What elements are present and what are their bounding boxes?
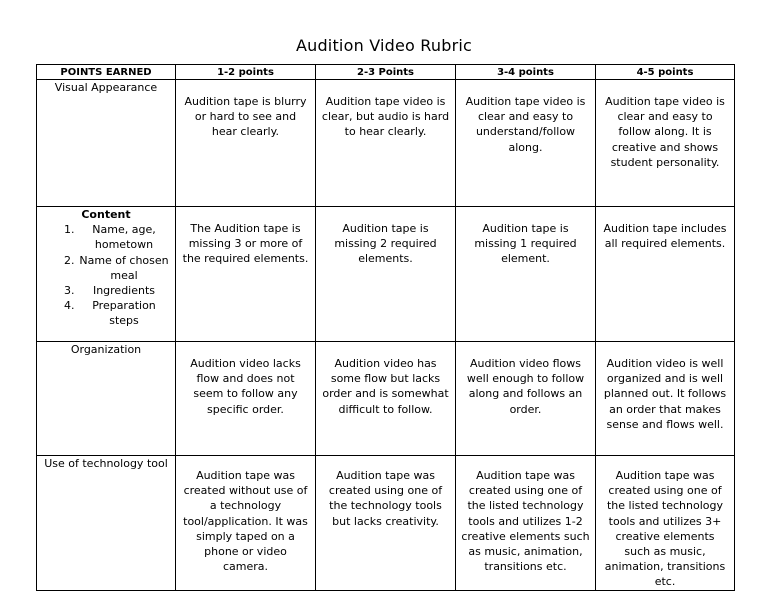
rubric-cell: Audition tape is missing 2 required elements.: [316, 207, 456, 342]
criterion-content-title: Content: [81, 208, 131, 221]
rubric-cell: Audition tape was created without use of a technology tool/application. It was simply taped on a phone or video camera.: [176, 456, 316, 591]
rubric-cell: Audition video has some flow but lacks order and is somewhat difficult to follow.: [316, 342, 456, 456]
list-item: 4. Preparation steps: [78, 298, 170, 328]
criterion-visual-appearance: Visual Appearance: [37, 80, 176, 207]
rubric-cell: Audition tape includes all required elements.: [596, 207, 735, 342]
criterion-organization: Organization: [37, 342, 176, 456]
rubric-cell: Audition video is well organized and is well planned out. It follows an order that makes sense and flows well.: [596, 342, 735, 456]
rubric-cell: Audition video flows well enough to follow along and follows an order.: [456, 342, 596, 456]
list-item: 2. Name of chosen meal: [78, 253, 170, 283]
criterion-use-of-technology-tool: Use of technology tool: [37, 456, 176, 591]
rubric-cell: Audition tape is blurry or hard to see and hear clearly.: [176, 80, 316, 207]
rubric-cell: The Audition tape is missing 3 or more of the required elements.: [176, 207, 316, 342]
header-level-1: 1-2 points: [176, 65, 316, 80]
table-row: [37, 342, 735, 456]
rubric-cell: Audition tape video is clear, but audio is hard to hear clearly.: [316, 80, 456, 207]
header-level-3: 3-4 points: [456, 65, 596, 80]
header-level-2: 2-3 Points: [316, 65, 456, 80]
rubric-cell: Audition tape video is clear and easy to follow along. It is creative and shows student personality.: [596, 80, 735, 207]
header-row: [37, 65, 735, 80]
rubric-cell: Audition tape video is clear and easy to understand/follow along.: [456, 80, 596, 207]
list-item: 1. Name, age, hometown: [78, 222, 170, 252]
header-level-4: 4-5 points: [596, 65, 735, 80]
content-requirements-list: [42, 222, 170, 328]
rubric-cell: Audition tape was created using one of the technology tools but lacks creativity.: [316, 456, 456, 591]
rubric-cell: Audition video lacks flow and does not seem to follow any specific order.: [176, 342, 316, 456]
header-points-earned: POINTS EARNED: [37, 65, 176, 80]
rubric-cell: Audition tape is missing 1 required element.: [456, 207, 596, 342]
rubric-table: [36, 64, 735, 591]
table-row: [37, 207, 735, 342]
page-title: Audition Video Rubric: [295, 36, 473, 55]
rubric-cell: Audition tape was created using one of the listed technology tools and utilizes 1-2 creative elements such as music, animation, transitions etc.: [456, 456, 596, 591]
table-row: [37, 80, 735, 207]
list-item: 3. Ingredients: [78, 283, 170, 298]
rubric-cell: Audition tape was created using one of the listed technology tools and utilizes 3+ creative elements such as music, animation, transitions etc.: [596, 456, 735, 591]
criterion-content: [37, 207, 176, 342]
table-row: [37, 456, 735, 591]
